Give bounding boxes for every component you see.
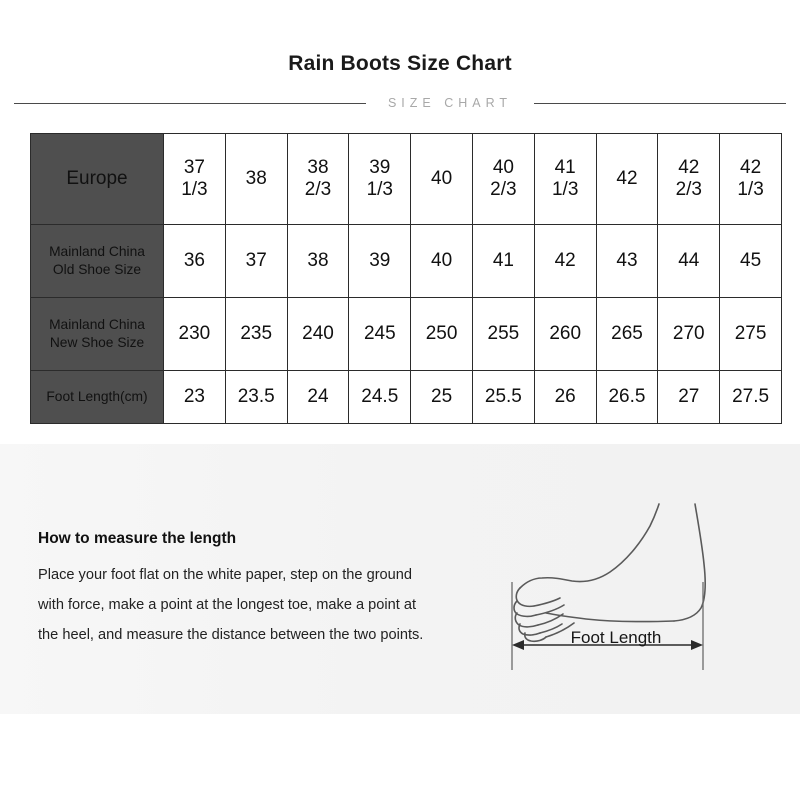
table-cell: 42 2/3 [658,134,720,225]
toe-crease-1 [534,598,560,606]
table-cell: 23 [164,371,226,424]
divider-line-left [14,103,366,104]
table-cell: 260 [534,298,596,371]
howto-text-block [38,530,438,651]
table-cell: 24.5 [349,371,411,424]
table-cell: 40 2/3 [472,134,534,225]
toe-crease-3 [538,614,563,625]
foot-length-caption: Foot Length [570,628,662,647]
table-row [31,134,782,225]
table-cell: 26.5 [596,371,658,424]
big-toe-outline [516,588,534,606]
page-header [0,0,800,110]
table-cell: 42 1/3 [720,134,782,225]
foot-sole-outline [546,613,674,622]
table-cell: 38 2/3 [287,134,349,225]
foot-measurement-diagram [490,482,770,682]
foot-heel-outline [674,504,705,621]
table-cell: 270 [658,298,720,371]
row-label-europe: Europe [31,134,164,225]
table-cell: 41 [472,225,534,298]
table-row [31,225,782,298]
table-cell: 255 [472,298,534,371]
row-label-line1: Mainland China [49,317,145,333]
size-chart-table-wrapper [30,133,770,424]
table-cell: 36 [164,225,226,298]
table-cell: 40 [411,134,473,225]
table-cell: 24 [287,371,349,424]
row-label-china-old [31,225,164,298]
table-cell: 25 [411,371,473,424]
table-cell: 37 1/3 [164,134,226,225]
row-label-line2: New Shoe Size [49,335,145,350]
table-cell: 43 [596,225,658,298]
table-cell: 235 [225,298,287,371]
table-cell: 39 [349,225,411,298]
size-chart-table [30,133,782,424]
table-cell: 42 [534,225,596,298]
table-cell: 240 [287,298,349,371]
table-cell: 25.5 [472,371,534,424]
row-label-line1: Mainland China [49,244,145,260]
subtitle-label: SIZE CHART [387,96,513,110]
row-label-foot-length: Foot Length(cm) [31,371,164,424]
foot-diagram-svg [490,482,770,682]
row-label-line2: Old Shoe Size [52,262,142,277]
table-cell: 37 [225,225,287,298]
table-row [31,298,782,371]
table-cell: 41 1/3 [534,134,596,225]
page-title: Rain Boots Size Chart [288,52,512,75]
table-row [31,371,782,424]
table-cell: 230 [164,298,226,371]
measure-instructions-panel [0,444,800,714]
table-cell: 27.5 [720,371,782,424]
foot-top-outline [520,504,659,588]
table-cell: 38 [225,134,287,225]
table-cell: 245 [349,298,411,371]
table-cell: 265 [596,298,658,371]
row-label-china-new [31,298,164,371]
divider-line-right [534,103,786,104]
table-cell: 23.5 [225,371,287,424]
subtitle-divider [0,96,800,110]
second-toe-outline [514,601,536,616]
howto-body: Place your foot flat on the white paper, step on the ground with force, make a point at the longest toe, make a point at the heel, and measure the distance between the two points. [38,567,424,644]
table-cell: 275 [720,298,782,371]
table-cell: 40 [411,225,473,298]
table-cell: 250 [411,298,473,371]
table-cell: 39 1/3 [349,134,411,225]
table-cell: 38 [287,225,349,298]
table-cell: 44 [658,225,720,298]
table-cell: 27 [658,371,720,424]
howto-title: How to measure the length [38,530,237,547]
table-cell: 45 [720,225,782,298]
table-cell: 42 [596,134,658,225]
table-cell: 26 [534,371,596,424]
